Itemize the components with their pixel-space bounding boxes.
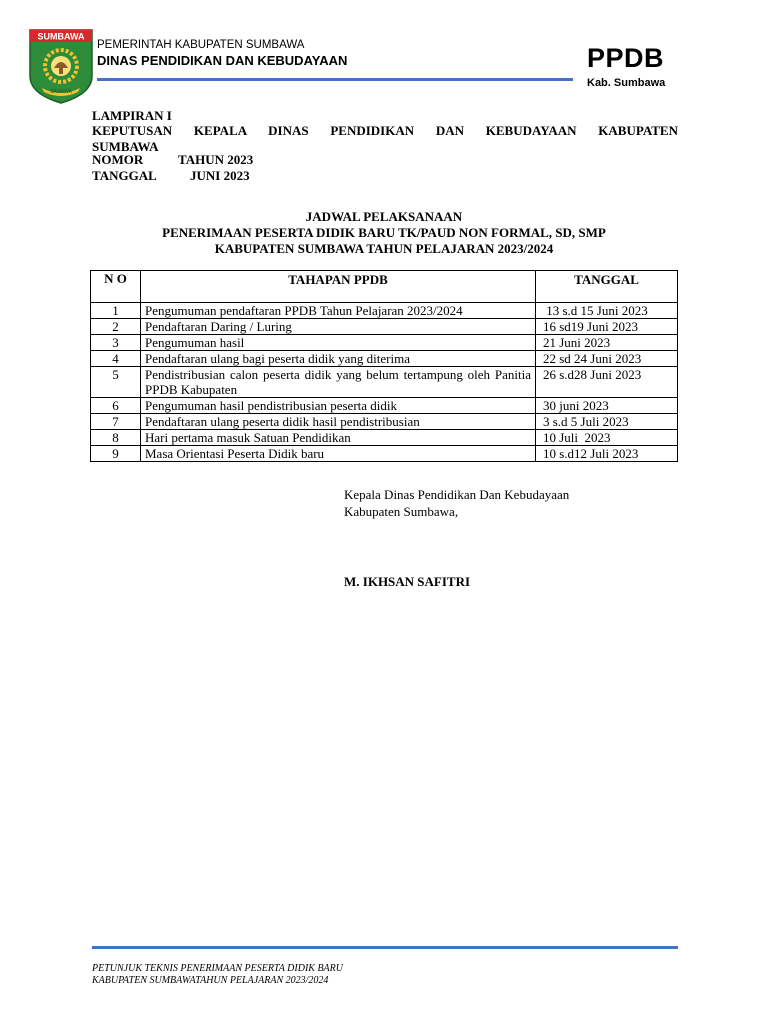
header-no: N O	[91, 271, 141, 303]
sumbawa-emblem-logo	[28, 28, 94, 104]
nomor-line	[92, 152, 253, 168]
keputusan-line-2: SUMBAWA	[92, 139, 159, 154]
department-line: DINAS PENDIDIKAN DAN KEBUDAYAAN	[97, 53, 348, 68]
cell-no: 9	[91, 446, 141, 462]
cell-tanggal: 16 sd19 Juni 2023	[536, 319, 678, 335]
cell-no: 5	[91, 367, 141, 398]
cell-tanggal: 10 Juli 2023	[536, 430, 678, 446]
nomor-label: NOMOR	[92, 152, 144, 167]
cell-tanggal: 3 s.d 5 Juli 2023	[536, 414, 678, 430]
cell-no: 2	[91, 319, 141, 335]
cell-tahapan: Pendistribusian calon peserta didik yang belum tertampung oleh Panitia PPDB Kabupaten	[141, 367, 536, 398]
schedule-title-line-2: PENERIMAAN PESERTA DIDIK BARU TK/PAUD NON FORMAL, SD, SMP	[162, 225, 606, 240]
signature-block	[344, 486, 569, 520]
cell-no: 7	[91, 414, 141, 430]
cell-tahapan: Pendaftaran ulang peserta didik hasil pendistribusian	[141, 414, 536, 430]
header-tanggal: TANGGAL	[536, 271, 678, 303]
tanggal-label: TANGGAL	[92, 168, 157, 183]
tanggal-value: JUNI 2023	[190, 168, 250, 183]
cell-tanggal: 22 sd 24 Juni 2023	[536, 351, 678, 367]
table-row	[91, 398, 678, 414]
cell-no: 8	[91, 430, 141, 446]
footer-divider	[92, 946, 678, 949]
cell-tanggal: 26 s.d28 Juni 2023	[536, 367, 678, 398]
ppdb-subtitle: Kab. Sumbawa	[587, 77, 666, 89]
cell-no: 6	[91, 398, 141, 414]
footer-line-1: PETUNJUK TEKNIS PENERIMAAN PESERTA DIDIK BARU	[92, 963, 343, 974]
table-row	[91, 430, 678, 446]
keputusan-line-1: KEPUTUSAN KEPALA DINAS PENDIDIKAN DAN KEBUDAYAAN KABUPATEN	[92, 123, 678, 138]
header-tahapan: TAHAPAN PPDB	[141, 271, 536, 303]
government-line: PEMERINTAH KABUPATEN SUMBAWA	[97, 39, 305, 51]
signature-title: Kepala Dinas Pendidikan Dan Kebudayaan	[344, 487, 570, 502]
schedule-title-line-1: JADWAL PELAKSANAAN	[305, 209, 463, 224]
cell-no: 1	[91, 303, 141, 319]
cell-tanggal: 30 juni 2023	[536, 398, 678, 414]
table-row	[91, 335, 678, 351]
table-row	[91, 414, 678, 430]
footer-line-2: KABUPATEN SUMBAWATAHUN PELAJARAN 2023/2024	[92, 975, 329, 986]
cell-tahapan: Pengumuman hasil pendistribusian peserta didik	[141, 398, 536, 414]
table-row	[91, 319, 678, 335]
table-row	[91, 367, 678, 398]
cell-tahapan: Masa Orientasi Peserta Didik baru	[141, 446, 536, 462]
schedule-title-line-3: KABUPATEN SUMBAWA TAHUN PELAJARAN 2023/2024	[214, 241, 554, 256]
cell-tahapan: Pengumuman pendaftaran PPDB Tahun Pelajaran 2023/2024	[141, 303, 536, 319]
schedule-table	[90, 270, 678, 462]
nomor-value: TAHUN 2023	[178, 152, 254, 167]
cell-tahapan: Pendaftaran Daring / Luring	[141, 319, 536, 335]
lampiran-label: LAMPIRAN I	[92, 108, 172, 123]
header-divider	[97, 78, 573, 81]
table-row	[91, 303, 678, 319]
cell-tanggal: 21 Juni 2023	[536, 335, 678, 351]
table-row	[91, 351, 678, 367]
table-row	[91, 446, 678, 462]
cell-tahapan: Pengumuman hasil	[141, 335, 536, 351]
cell-no: 3	[91, 335, 141, 351]
signature-region: Kabupaten Sumbawa,	[344, 504, 459, 519]
logo-text-top: SUMBAWA	[37, 31, 85, 42]
tanggal-line	[92, 168, 250, 184]
cell-no: 4	[91, 351, 141, 367]
cell-tahapan: Pendaftaran ulang bagi peserta didik yang diterima	[141, 351, 536, 367]
cell-tahapan: Hari pertama masuk Satuan Pendidikan	[141, 430, 536, 446]
cell-tanggal: 10 s.d12 Juli 2023	[536, 446, 678, 462]
ppdb-title: PPDB	[587, 43, 665, 73]
signatory-name: M. IKHSAN SAFITRI	[344, 574, 471, 589]
cell-tanggal: 13 s.d 15 Juni 2023	[536, 303, 678, 319]
table-header-row	[91, 271, 678, 303]
logo-text-bottom: SAMAWA	[50, 89, 72, 95]
